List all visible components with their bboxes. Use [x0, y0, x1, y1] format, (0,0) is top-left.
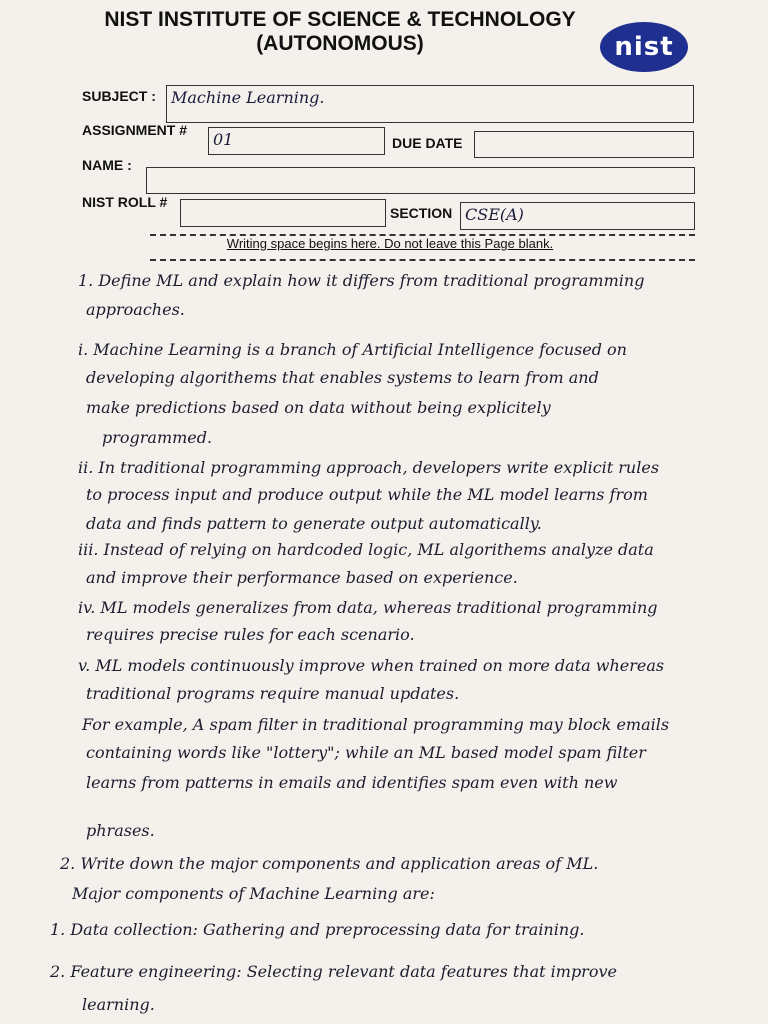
answer-line: 1. Define ML and explain how it differs from traditional programming [78, 271, 645, 290]
answer-line: traditional programs require manual updates. [86, 684, 460, 703]
answer-line: iii. Instead of relying on hardcoded logic, ML algorithems analyze data [78, 540, 654, 559]
answer-line: 1. Data collection: Gathering and preprocessing data for training. [50, 920, 585, 939]
answer-line: ii. In traditional programming approach, developers write explicit rules [78, 458, 660, 477]
institute-subtitle: (AUTONOMOUS) [256, 32, 424, 55]
due-date-label: DUE DATE [392, 135, 463, 151]
subject-label: SUBJECT : [82, 88, 156, 104]
institute-header [60, 8, 620, 56]
divider-bottom [150, 259, 695, 261]
answer-line: programmed. [102, 428, 213, 447]
answer-line: make predictions based on data without being explicitely [86, 398, 551, 417]
subject-field[interactable]: Machine Learning. [166, 85, 694, 123]
answer-line: v. ML models continuously improve when trained on more data whereas [78, 656, 665, 675]
due-date-field[interactable] [474, 131, 694, 158]
answer-line: data and finds pattern to generate output automatically. [86, 514, 542, 533]
answer-line: developing algorithems that enables systems to learn from and [86, 368, 599, 387]
answer-line: approaches. [86, 300, 185, 319]
answer-line: learns from patterns in emails and identifies spam even with new [86, 773, 618, 792]
answer-line: i. Machine Learning is a branch of Artificial Intelligence focused on [78, 340, 627, 359]
answer-line: 2. Feature engineering: Selecting relevant data features that improve [50, 962, 617, 981]
answer-line: requires precise rules for each scenario. [86, 625, 415, 644]
name-label: NAME : [82, 157, 132, 173]
institute-name: NIST INSTITUTE OF SCIENCE & TECHNOLOGY [104, 8, 576, 31]
answer-line: learning. [82, 995, 155, 1014]
roll-field[interactable] [180, 199, 386, 227]
answer-line: iv. ML models generalizes from data, whereas traditional programming [78, 598, 658, 617]
section-field[interactable]: CSE(A) [460, 202, 695, 230]
answer-line: phrases. [86, 821, 155, 840]
roll-label: NIST ROLL # [82, 194, 168, 210]
writing-note: Writing space begins here. Do not leave this Page blank. [226, 236, 554, 251]
assignment-field[interactable]: 01 [208, 127, 385, 155]
answer-line: to process input and produce output while the ML model learns from [86, 485, 648, 504]
assignment-label: ASSIGNMENT # [82, 122, 188, 138]
answer-line: For example, A spam filter in traditional programming may block emails [82, 715, 670, 734]
nist-logo: nist [600, 22, 688, 72]
answer-line: containing words like "lottery"; while an ML based model spam filter [86, 743, 646, 762]
answer-line: Major components of Machine Learning are: [72, 884, 435, 903]
name-field[interactable] [146, 167, 695, 194]
section-label: SECTION [390, 205, 453, 221]
answer-line: 2. Write down the major components and application areas of ML. [60, 854, 599, 873]
answer-line: and improve their performance based on experience. [86, 568, 518, 587]
